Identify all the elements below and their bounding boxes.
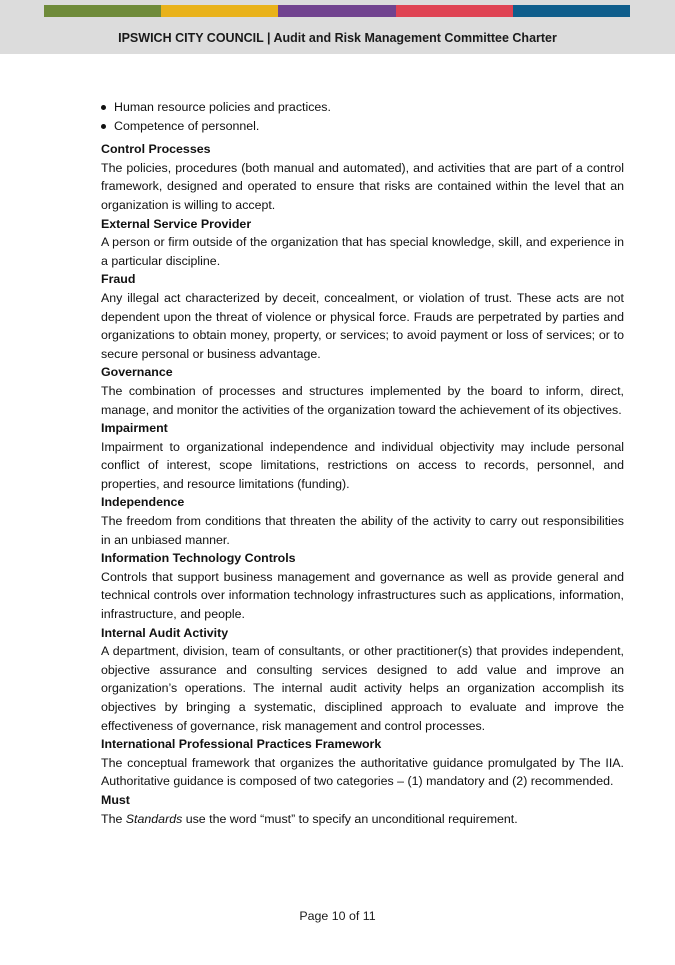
definition-governance [101,363,624,419]
definition-external-service-provider [101,215,624,271]
definition-internal-audit-activity [101,624,624,736]
stripe-yellow [161,5,278,17]
definition-text-italic: Standards [125,811,183,826]
definition-term: External Service Provider [101,216,252,231]
definition-information-technology-controls [101,549,624,623]
definition-term: Must [101,792,130,807]
bullet-item [101,98,624,117]
definition-text [101,810,624,829]
definition-text: The combination of processes and structures implemented by the board to inform, direct, manage, and monitor the activities of the organization toward the achievement of its objectives. [101,383,624,417]
definition-term: Independence [101,495,185,510]
definition-impairment [101,419,624,493]
definition-term: Information Technology Controls [101,551,296,566]
definition-text: A department, division, team of consultants, or other practitioner(s) that provides independent, objective assurance and consulting services designed to add value and improve an organization’s operations. The internal audit activity helps an organization accomplish its objectives by bringing a systematic, disciplined approach to evaluate and improve the effectiveness of governance, risk management and control processes. [101,644,624,733]
definition-independence [101,493,624,549]
definition-text: The conceptual framework that organizes the authoritative guidance promulgated by The IIA. Authoritative guidance is composed of two categories – (1) mandatory and (2) recommended. [101,755,624,789]
definition-fraud [101,270,624,363]
definition-term: Governance [101,365,173,380]
page-number: Page 10 of 11 [299,909,376,923]
definition-control-processes [101,140,624,214]
definition-text: A person or firm outside of the organization that has special knowledge, skill, and experience in a particular discipline. [101,235,624,268]
bullet-item [101,117,624,136]
bullet-icon [101,105,106,110]
definition-text-part: use the word “must” to specify an unconditional requirement. [182,811,518,826]
stripe-blue [513,5,630,17]
bullet-icon [101,124,106,129]
bullet-text: Competence of personnel. [114,118,260,133]
definition-text: The freedom from conditions that threaten the ability of the activity to carry out responsibilities in an unbiased manner. [101,514,624,547]
stripe-green [44,5,161,17]
definition-text: Any illegal act characterized by deceit, concealment, or violation of trust. These acts are not dependent upon the threat of violence or physical force. Frauds are perpetrated by parties and organizations to obtain money, property, or services; to avoid payment or loss of services; or to secure personal or business advantage. [101,290,624,361]
bullet-text: Human resource policies and practices. [114,100,331,114]
definition-text-part: The [101,811,126,826]
definition-term: Fraud [101,272,136,287]
bullet-list [101,98,624,135]
definition-text: Impairment to organizational independence and individual objectivity may include personal conflict of interest, scope limitations, restrictions on access to records, personnel, and properties, and resource limitations (funding). [101,439,624,491]
stripe-purple [278,5,395,17]
stripe-red [396,5,513,17]
definition-text: The policies, procedures (both manual and automated), and activities that are part of a control framework, designed and operated to ensure that risks are contained within the level that an organization is willing to accept. [101,160,624,212]
definition-ippf [101,735,624,791]
definition-term: International Professional Practices Framework [101,737,382,752]
definition-text: Controls that support business management and governance as well as provide general and technical controls over information technology infrastructures such as applications, information, infrastructure, and people. [101,569,624,622]
definition-must [101,791,624,828]
document-body [101,98,624,828]
color-stripe-bar [44,5,630,17]
document-header-title: IPSWICH CITY COUNCIL | Audit and Risk Management Committee Charter [118,31,557,45]
page-header [0,0,675,54]
definition-term: Control Processes [101,142,211,157]
definition-term: Impairment [101,421,168,436]
definition-term: Internal Audit Activity [101,625,229,640]
